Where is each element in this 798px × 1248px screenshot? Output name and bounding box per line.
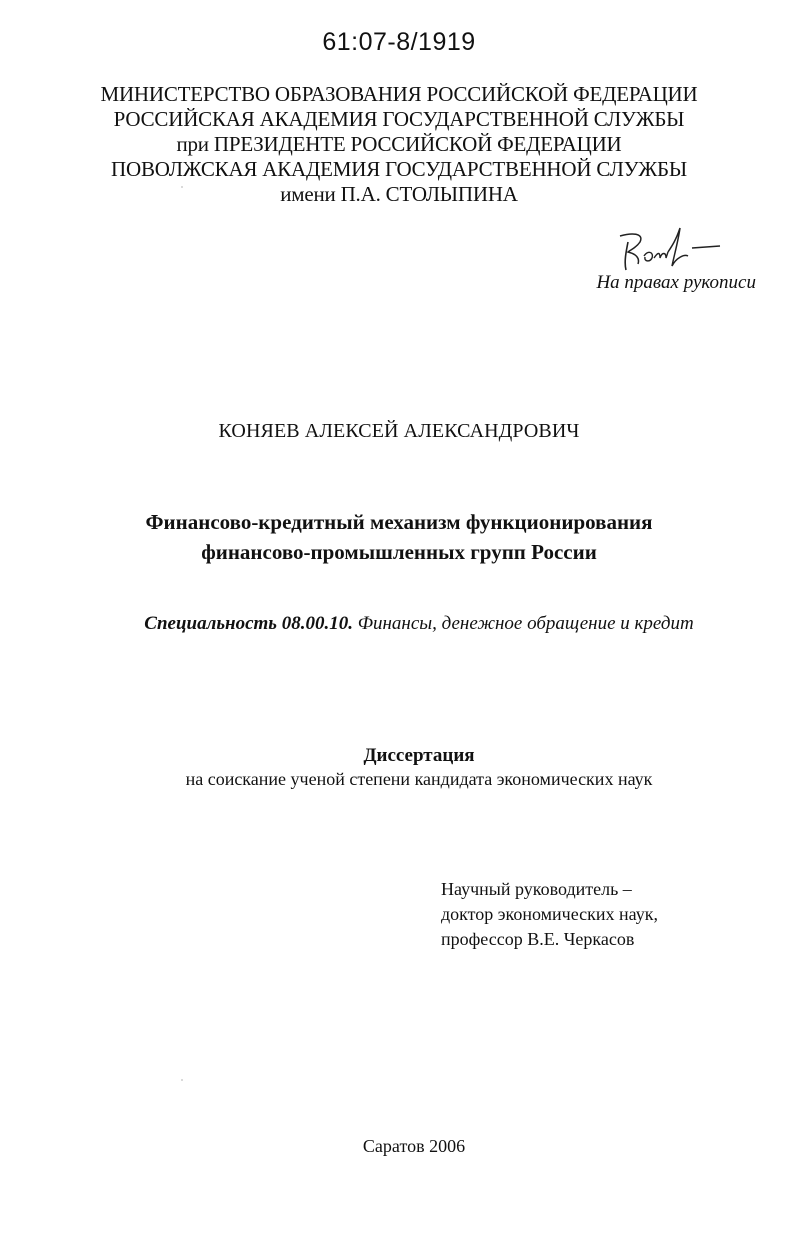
scientific-advisor	[441, 877, 658, 952]
institution-line-named-after: имени П.А. СТОЛЫПИНА	[280, 182, 518, 206]
specialty-label: Специальность 08.00.10.	[144, 613, 353, 634]
specialty-text: Финансы, денежное обращение и кредит	[352, 613, 694, 634]
archive-number-text: 61:07-8/1919	[322, 28, 476, 56]
dissertation-label: Диссертация	[363, 745, 475, 766]
title-line-1: Финансово-кредитный механизм функционирования	[145, 510, 653, 534]
title-line-2: финансово-промышленных групп России	[201, 540, 597, 564]
degree-description: на соискание ученой степени кандидата экономических наук	[185, 769, 653, 789]
scan-speck	[181, 186, 183, 188]
archive-number	[0, 28, 798, 57]
specialty-line	[0, 613, 798, 635]
institution-header	[0, 82, 798, 207]
institution-line-academy: РОССИЙСКАЯ АКАДЕМИЯ ГОСУДАРСТВЕННОЙ СЛУЖБЫ	[113, 107, 685, 131]
scan-speck	[181, 1079, 183, 1081]
institution-line-ministry: МИНИСТЕРСТВО ОБРАЗОВАНИЯ РОССИЙСКОЙ ФЕДЕРАЦИИ	[100, 82, 698, 106]
advisor-line-3: профессор В.Е. Черкасов	[441, 929, 635, 949]
advisor-line-2: доктор экономических наук,	[441, 904, 658, 924]
institution-line-president: при ПРЕЗИДЕНТЕ РОССИЙСКОЙ ФЕДЕРАЦИИ	[176, 132, 622, 156]
city-and-year: Саратов 2006	[362, 1136, 466, 1156]
manuscript-rights-note: На правах рукописи	[596, 272, 756, 293]
handwritten-signature	[614, 222, 724, 274]
institution-line-volga-academy: ПОВОЛЖСКАЯ АКАДЕМИЯ ГОСУДАРСТВЕННОЙ СЛУЖБЫ	[111, 157, 687, 181]
author-name: КОНЯЕВ АЛЕКСЕЙ АЛЕКСАНДРОВИЧ	[218, 420, 580, 442]
advisor-line-1: Научный руководитель –	[441, 879, 632, 899]
dissertation-title	[0, 507, 798, 567]
